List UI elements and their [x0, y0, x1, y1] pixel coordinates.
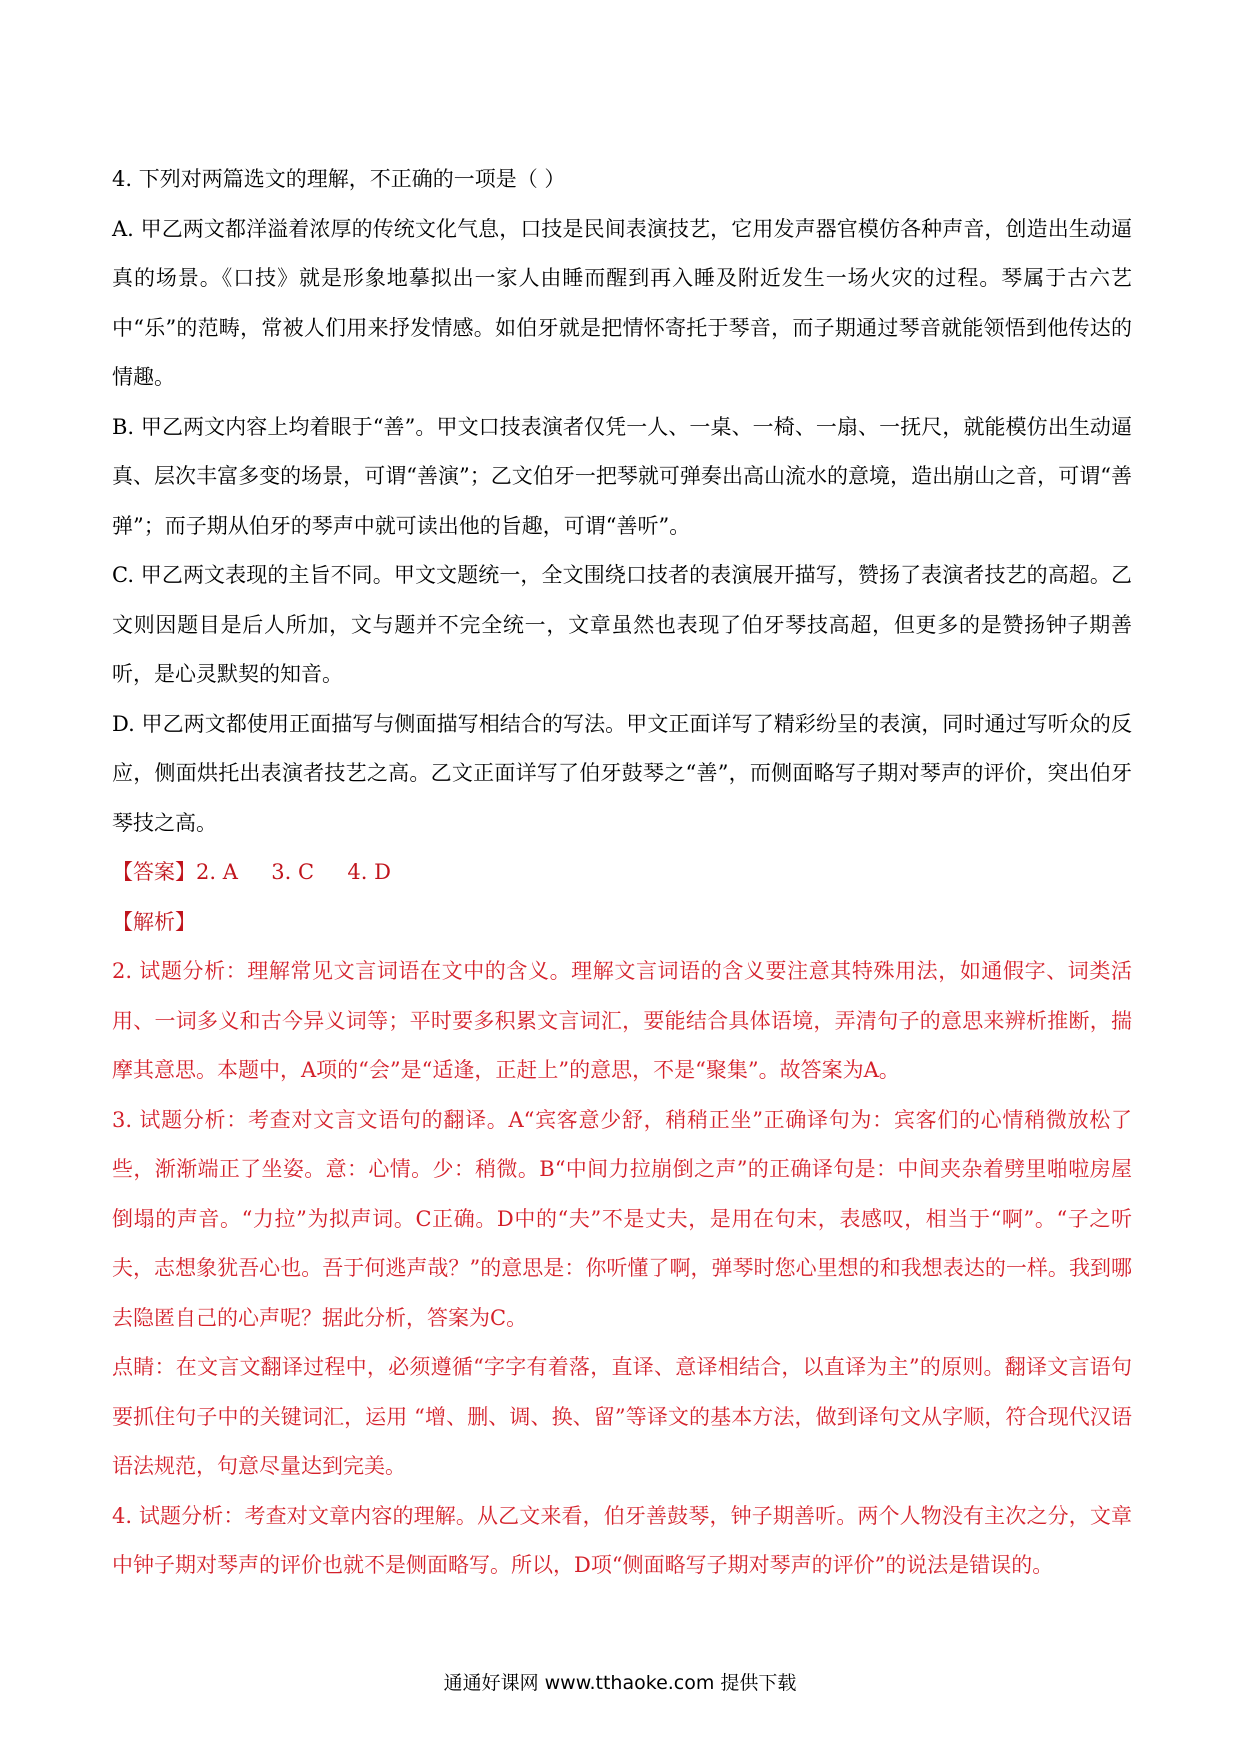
analysis-item-4: 4. 试题分析：考查对文章内容的理解。从乙文来看，伯牙善鼓琴，钟子期善听。两个人物没有主次之分，文章中钟子期对琴声的评价也就不是侧面略写。所以，D项“侧面略写子期对琴声的评价”的说法是错误的。 — [112, 1503, 1132, 1577]
question-stem: 4. 下列对两篇选文的理解，不正确的一项是（ ） — [112, 167, 566, 191]
answer-value: 2. A 3. C 4. D — [196, 860, 391, 884]
analysis-item-3: 3. 试题分析：考查对文言文语句的翻译。A“宾客意少舒，稍稍正坐”正确译句为：宾客们的心情稍微放松了些，渐渐端正了坐姿。意：心情。少：稍微。B“中间力拉崩倒之声”的正确译句是：中间夹杂着劈里啪啦房屋倒塌的声音。“力拉”为拟声词。C正确。D中的“夫”不是丈夫，是用在句末，表感叹，相当于“啊”。“子之听夫，志想象犹吾心也。吾于何逃声哉？”的意思是：你听懂了啊，弹琴时您心里想的和我想表达的一样。我到哪去隐匿自己的心声呢？据此分析，答案为C。 — [112, 1107, 1132, 1330]
option-d: D. 甲乙两文都使用正面描写与侧面描写相结合的写法。甲文正面详写了精彩纷呈的表演，同时通过写听众的反应，侧面烘托出表演者技艺之高。乙文正面详写了伯牙鼓琴之“善”，而侧面略写子期对琴声的评价，突出伯牙琴技之高。 — [112, 711, 1132, 835]
option-b: B. 甲乙两文内容上均着眼于“善”。甲文口技表演者仅凭一人、一桌、一椅、一扇、一抚尺，就能模仿出生动逼真、层次丰富多变的场景，可谓“善演”；乙文伯牙一把琴就可弹奏出高山流水的意境，造出崩山之音，可谓“善弹”；而子期从伯牙的琴声中就可读出他的旨趣，可谓“善听”。 — [112, 414, 1132, 538]
page-footer: 通通好课网 www.tthaoke.com 提供下载 — [443, 1672, 797, 1694]
analysis-label: 【解析】 — [112, 909, 196, 934]
document-page — [112, 155, 1132, 1591]
analysis-item-2: 2. 试题分析：理解常见文言词语在文中的含义。理解文言词语的含义要注意其特殊用法，如通假字、词类活用、一词多义和古今异义词等；平时要多积累文言词汇，要能结合具体语境，弄清句子的意思来辨析推断，揣摩其意思。本题中，A项的“会”是“适逢，正赶上”的意思，不是“聚集”。故答案为A。 — [112, 959, 1132, 1082]
answer-label: 【答案】 — [112, 860, 196, 884]
option-a: A. 甲乙两文都洋溢着浓厚的传统文化气息，口技是民间表演技艺，它用发声器官模仿各种声音，创造出生动逼真的场景。《口技》就是形象地摹拟出一家人由睡而醒到再入睡及附近发生一场火灾的过程。琴属于古六艺中“乐”的范畴，常被人们用来抒发情感。如伯牙就是把情怀寄托于琴音，而子期通过琴音就能领悟到他传达的情趣。 — [112, 216, 1132, 389]
analysis-dianjing: 点睛：在文言文翻译过程中，必须遵循“字字有着落，直译、意译相结合，以直译为主”的原则。翻译文言语句要抓住句子中的关键词汇，运用 “增、删、调、换、留”等译文的基本方法，做到译句文从字顺，符合现代汉语语法规范，句意尽量达到完美。 — [112, 1355, 1132, 1478]
answer-line — [112, 848, 1132, 898]
option-c: C. 甲乙两文表现的主旨不同。甲文文题统一，全文围绕口技者的表演展开描写，赞扬了表演者技艺的高超。乙文则因题目是后人所加，文与题并不完全统一，文章虽然也表现了伯牙琴技高超，但更多的是赞扬钟子期善听，是心灵默契的知音。 — [112, 563, 1132, 686]
